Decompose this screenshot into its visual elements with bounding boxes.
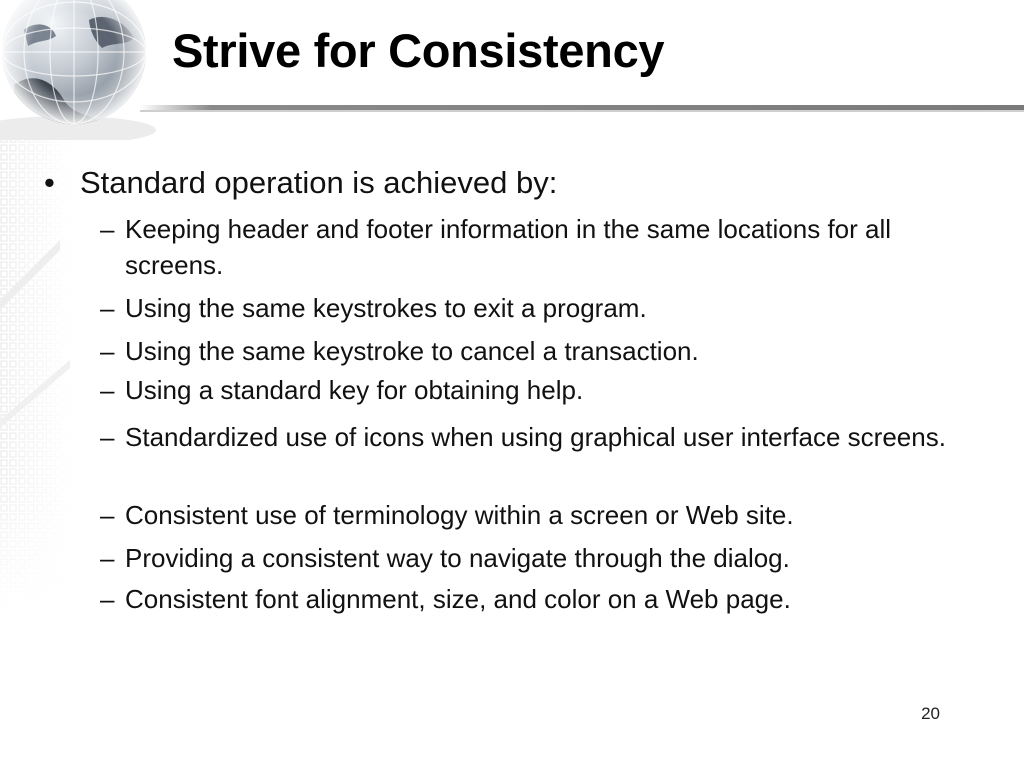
sub-bullet-text: Standardized use of icons when using graphical user interface screens. (125, 422, 946, 452)
dash-marker: – (100, 293, 115, 323)
main-bullet-text: Standard operation is achieved by: (80, 165, 558, 200)
sub-bullet-6 (100, 497, 980, 533)
dash-marker: – (100, 422, 115, 452)
sub-bullet-3 (100, 333, 980, 369)
page-number: 20 (921, 704, 940, 723)
sub-bullet-text: Keeping header and footer information in the same locations for all screens. (125, 214, 892, 280)
sub-bullet-text: Using the same keystrokes to exit a program. (125, 293, 647, 323)
sub-bullet-1 (100, 211, 980, 283)
slide-title: Strive for Consistency (172, 24, 665, 77)
dash-marker: – (100, 214, 115, 244)
dash-marker: – (100, 375, 115, 405)
dash-marker: – (100, 543, 115, 573)
sub-bullet-8 (100, 581, 980, 617)
sub-bullet-text: Consistent use of terminology within a screen or Web site. (125, 500, 794, 530)
sub-bullet-text: Consistent font alignment, size, and color on a Web page. (125, 584, 791, 614)
dash-marker: – (100, 500, 115, 530)
sub-bullet-4 (100, 372, 980, 408)
main-bullet (44, 164, 557, 202)
sub-bullet-5 (100, 419, 980, 455)
dash-marker: – (100, 584, 115, 614)
bullet-marker: • (44, 165, 55, 200)
sub-bullet-2 (100, 290, 980, 326)
dash-marker: – (100, 336, 115, 366)
sub-bullet-text: Providing a consistent way to navigate through the dialog. (125, 543, 790, 573)
sub-bullet-text: Using the same keystroke to cancel a transaction. (125, 336, 699, 366)
sub-bullet-7 (100, 540, 980, 576)
sub-bullet-text: Using a standard key for obtaining help. (125, 375, 584, 405)
